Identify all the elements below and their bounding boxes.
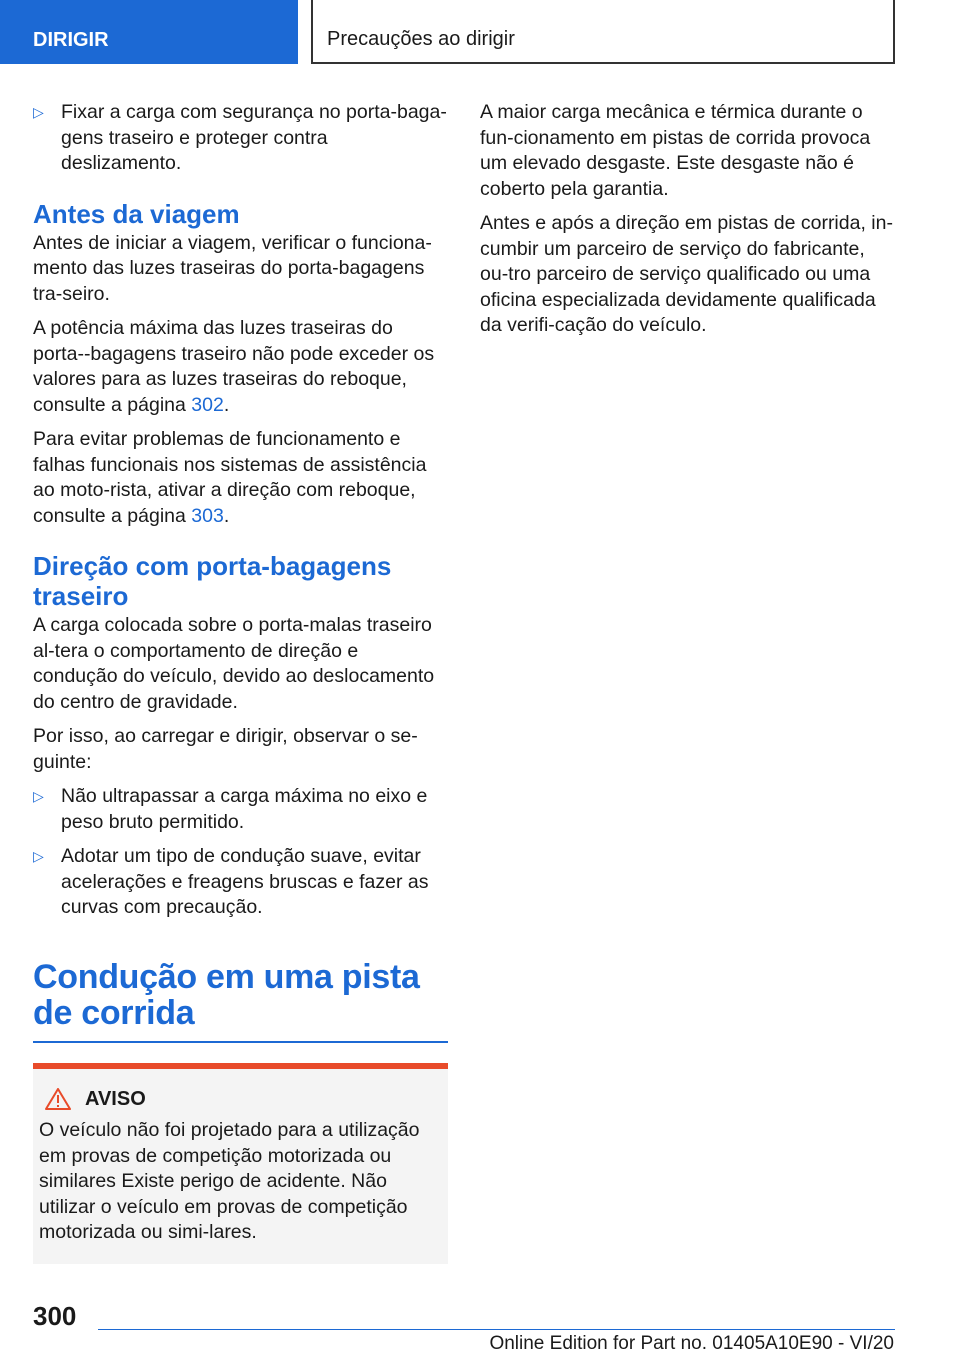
- list-item: ▷ Adotar um tipo de condução suave, evitar acelerações e freagens bruscas e fazer as curvas com precaução.: [33, 845, 429, 918]
- paragraph: A carga colocada sobre o porta-malas traseiro al-tera o comportamento de direção e condução do veículo, devido ao deslocamento do centro de gravidade.: [33, 614, 435, 713]
- paragraph: Por isso, ao carregar e dirigir, observar o se-guinte:: [33, 725, 418, 773]
- edition-text: Online Edition for Part no. 01405A10E90 - VI/20: [489, 1333, 894, 1354]
- paragraph: Antes de iniciar a viagem, verificar o funciona-mento das luzes traseiras do porta-bagagens tra-seiro.: [33, 231, 432, 305]
- heading-antes-da-viagem: Antes da viagem: [33, 198, 240, 229]
- page-link-302[interactable]: 302: [191, 393, 224, 416]
- warning-title: AVISO: [85, 1087, 146, 1110]
- paragraph: Antes e após a direção em pistas de corrida, in-cumbir um parceiro de serviço do fabricante, ou-tro parceiro de serviço qualificado ou uma oficina especializada devidamente qualificada da verifi-cação do veículo.: [480, 212, 893, 336]
- heading-divider: [33, 1041, 448, 1043]
- paragraph: A maior carga mecânica e térmica durante o fun-cionamento em pistas de corrida provoca um elevado desgaste. Este desgaste não é coberto pela garantia.: [480, 101, 871, 200]
- triangle-bullet-icon: ▷: [33, 104, 44, 120]
- paragraph: Para evitar problemas de funcionamento e falhas funcionais nos sistemas de assistência ao moto-rista, ativar a direção com reboque, consulte a página 303.: [33, 428, 427, 527]
- warning-text: O veículo não foi projetado para a utilização em provas de competição motorizada ou similares Existe perigo de acidente. Não utilizar o veículo em provas de competição motorizada ou simi-lares.: [39, 1119, 420, 1243]
- warning-icon: [45, 1088, 71, 1110]
- footer-divider: [98, 1329, 895, 1330]
- page-number: 300: [33, 1301, 77, 1331]
- paragraph: A potência máxima das luzes traseiras do porta--bagagens traseiro não pode exceder os valores para as luzes traseiras do reboque, consulte a página 302.: [33, 317, 435, 416]
- right-column: [480, 100, 895, 348]
- page-link-303[interactable]: 303: [191, 504, 224, 527]
- page-title: Precauções ao dirigir: [311, 0, 895, 64]
- triangle-bullet-icon: ▷: [33, 788, 44, 804]
- section-tab: DIRIGIR: [0, 0, 298, 64]
- left-column: [33, 100, 448, 1264]
- heading-conducao-pista: Condução em uma pista de corrida: [33, 957, 420, 1032]
- warning-box: [33, 1063, 448, 1264]
- list-item: ▷ Não ultrapassar a carga máxima no eixo e peso bruto permitido.: [33, 785, 428, 833]
- triangle-bullet-icon: ▷: [33, 848, 44, 864]
- list-item: ▷ Fixar a carga com segurança no porta-baga-gens traseiro e proteger contra deslizamento.: [33, 101, 447, 174]
- heading-direcao: Direção com porta-bagagens traseiro: [33, 551, 392, 611]
